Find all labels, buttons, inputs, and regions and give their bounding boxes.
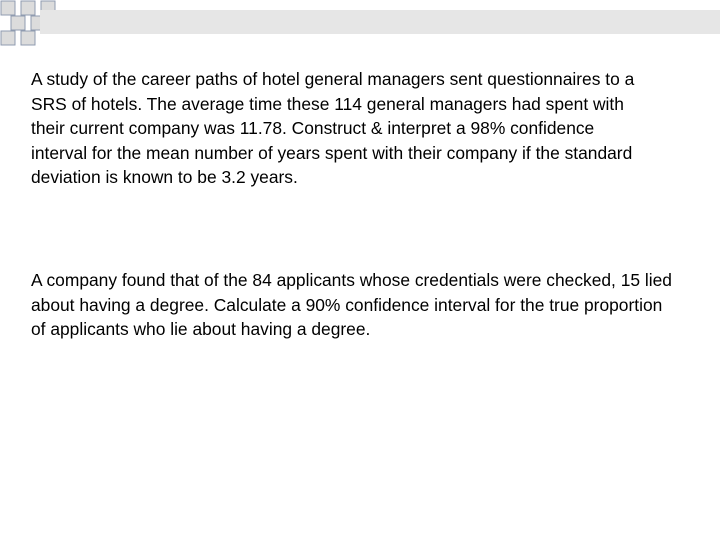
deco-square <box>1 31 15 45</box>
problem-1-text: A study of the career paths of hotel general managers sent questionnaires to a SRS of hotels. The average time these 114 general managers had spent with their current company was 11.78. Construct & interpret a 98% confidence interval for the mean number of years spent with their company if the standard deviation is known to be 3.2 years. <box>31 69 635 187</box>
deco-square <box>21 31 35 45</box>
deco-square <box>21 1 35 15</box>
deco-square <box>11 16 25 30</box>
header-bar <box>40 10 720 34</box>
deco-square <box>1 1 15 15</box>
problem-2-text: A company found that of the 84 applicants whose credentials were checked, 15 lied about having a degree. Calculate a 90% confidence interval for the true proportion of applicants who lie about having a degree. <box>31 270 672 339</box>
